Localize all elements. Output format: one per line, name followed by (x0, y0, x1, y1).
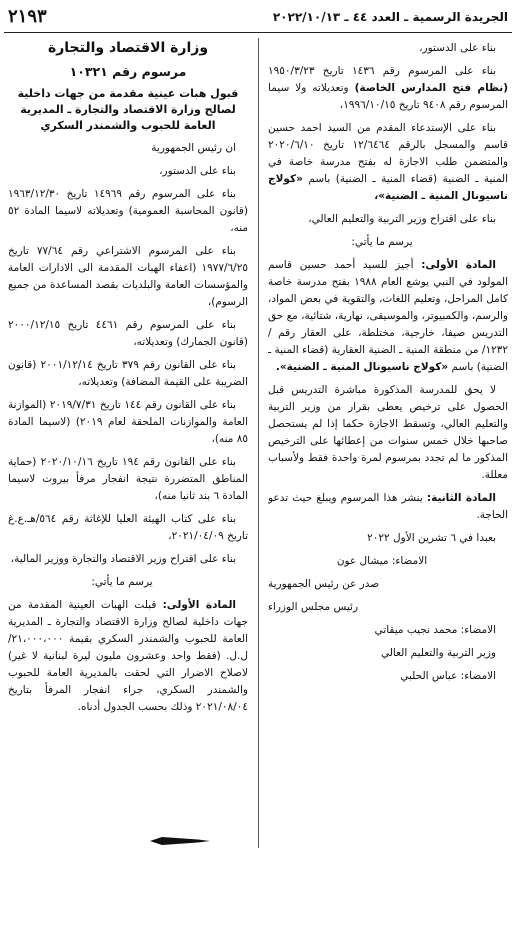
recital: بناء على القانون رقم ١٤٤ تاريخ ٢٠١٩/٧/٣١ (الموازنة العامة والموازنات الملحقة لعام ٢٠١٩) (لاسيما المادة ٨٥ منه)، (8, 399, 248, 445)
left-column (8, 40, 248, 930)
recital: بناء على الدستور، (419, 42, 496, 54)
preamble: ان رئيس الجمهورية (151, 142, 236, 154)
page-header (0, 0, 516, 36)
decree-date: بعبدا في ٦ تشرين الأول ٢٠٢٢ (367, 532, 496, 544)
decree-clause: يرسم ما يأتي: (351, 236, 413, 248)
signer-title-minister: وزير التربية والتعليم العالي (380, 647, 496, 659)
article-two: المادة الثانية: ينشر هذا المرسوم ويبلغ حيث تدعو الحاجة. (268, 492, 508, 521)
signer-title-pm: رئيس مجلس الوزراء (268, 601, 359, 613)
recital: بناء على اقتراح وزير التربية والتعليم العالي، (308, 213, 496, 225)
decree-subject: قبول هبات عينية مقدمة من جهات داخلية لصالح وزارة الاقتصاد والتجارة ـ المديرية العامة للحبوب والشمندر السكري (17, 87, 239, 132)
recital: بناء على المرسوم الاشتراعي رقم ٧٧/٦٤ تاريخ ١٩٧٧/٦/٢٥ (اعفاء الهبات المقدمة الى الادارات العامة والمؤسسات العامة والبلديات بقصد المساعدة من جميع الرسوم)، (8, 245, 248, 308)
recital: بناء على اقتراح وزير الاقتصاد والتجارة ووزير المالية، (10, 553, 236, 565)
recital: بناء على القانون رقم ٣٧٩ تاريخ ٢٠٠١/١٢/١٤ (قانون الضريبة على القيمة المضافة) وتعديلاته، (8, 359, 248, 388)
decree-number: مرسوم رقم ١٠٣٢١ (69, 64, 187, 79)
recital: بناء على المرسوم رقم ١٤٣٦ تاريخ ١٩٥٠/٣/٢٣ (نظام فتح المدارس الخاصة) وتعديلاته ولا سيما المرسوم رقم ٩٤٠٨ تاريخ ١٩٩٦/١٠/١٥، (268, 65, 508, 111)
gazette-issue-title: الجريدة الرسمية ـ العدد ٤٤ ـ ٢٠٢٢/١٠/١٣ (272, 10, 508, 24)
signature-minister: الامضاء: عباس الحلبي (400, 670, 496, 682)
recital: بناء على القانون رقم ١٩٤ تاريخ ٢٠٢٠/١٠/١٦ (حماية المناطق المتضررة نتيجة انفجار مرفأ بيروت لاسيما المادة ٦ بند ثانيا منه)، (8, 456, 248, 502)
signature-president: الامضاء: ميشال عون (336, 555, 428, 567)
page-number: ٢١٩٣ (8, 6, 47, 27)
recital: بناء على المرسوم رقم ١٤٩٦٩ تاريخ ١٩٦٣/١٢/٣٠ (قانون المحاسبة العمومية) وتعديلاته لاسيما المادة ٥٢ منه، (8, 188, 248, 234)
column-divider (258, 38, 259, 848)
article-condition: لا يحق للمدرسة المذكورة مباشرة التدريس قبل الحصول على ترخيص يعطى بقرار من وزير التربية والتعليم العالي، وتسقط الاجازة حكما إذا لم يستحصل صاحبها خلال خمس سنوات من إعطائها على الترخيص المذكور ما لم تجدد بمرسوم لمرة واحدة فقط ولأسباب معللة. (268, 384, 508, 481)
article-one: المادة الأولى: قبلت الهبات العينية المقدمة من جهات داخلية لصالح وزارة الاقتصاد والتجارة ـ المديرية العامة للحبوب والشمندر السكري بقيمة ٢١،٠٠٠،٠٠٠/ل.ل. (فقط واحد وعشرون مليون ليرة لبنانية لا غير) لاصلاح الاضرار التي لحقت بالمديرية العامة للحبوب والشمندر السكري، جراء انفجار المرفأ بتاريخ ٢٠٢١/٠٨/٠٤ وذلك بحسب الجدول أدناه. (8, 599, 248, 713)
decree-clause: يرسم ما يأتي: (91, 576, 153, 588)
signature-pm: الامضاء: محمد نجيب ميقاتي (374, 624, 496, 636)
right-column (268, 40, 508, 930)
end-arrow-icon (150, 836, 210, 846)
recital: بناء على الدستور، (159, 165, 236, 177)
recital: بناء على كتاب الهيئة العليا للإغاثة رقم ٥٦٤/هـ.ع.غ تاريخ ٢٠٢١/٠٤/٠٩، (8, 513, 248, 542)
recital: بناء على الإستدعاء المقدم من السيد احمد حسين قاسم والمسجل بالرقم ١٢/٦٤٦٤ تاريخ ٢٠٢٠/٦/١٠ والمتضمن طلب الاجازة له بفتح مدرسة خاصة في المنية ـ الضنية (قضاء المنية ـ الضنية) باسم «كولاج ناسيونال المنية ـ الضنية»، (268, 122, 508, 202)
header-rule (4, 32, 512, 33)
recital: بناء على المرسوم رقم ٤٤٦١ تاريخ ٢٠٠٠/١٢/١٥ (قانون الجمارك) وتعديلاته، (8, 319, 248, 348)
article-one: المادة الأولى: أجيز للسيد أحمد حسين قاسم المولود في النبي يوشع العام ١٩٨٨ بفتح مدرسة خاصة كامل المراحل، وتعليم اللغات، والتقوية في بعض المواد، والرسم، والكمبيوتر، والموسيقى، نهارية، شتائية، مع حق التدريس صيفا، خارجية، مختلطة، على العقار رقم /١٢٣٢/ من منطقة المنية ـ الضنية العقارية (قضاء المنية ـ الضنية) باسم «كولاج ناسيونال المنية ـ الضنية». (268, 259, 508, 373)
ministry-title: وزارة الاقتصاد والتجارة (47, 40, 209, 56)
issued-by: صدر عن رئيس الجمهورية (268, 578, 380, 590)
